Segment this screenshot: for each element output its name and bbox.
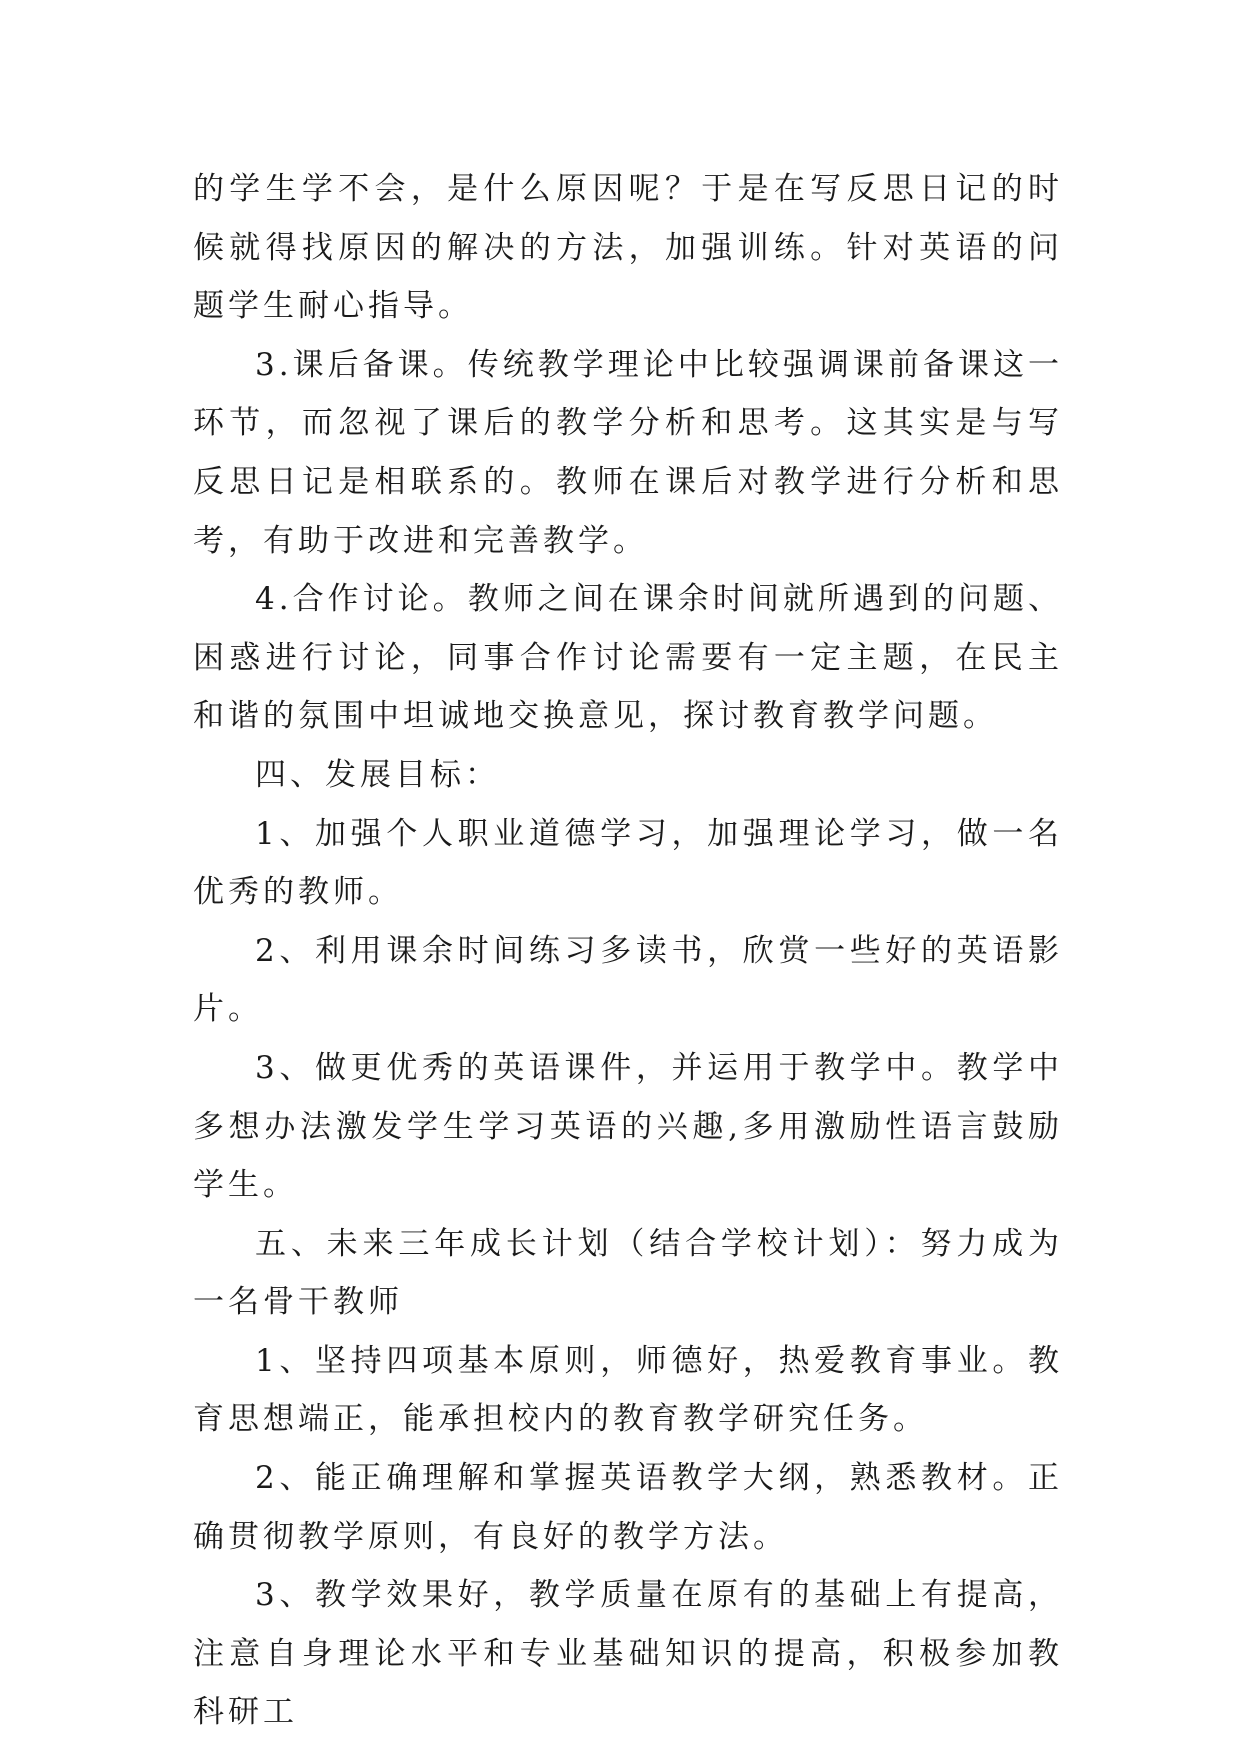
plan-item-2: 2、能正确理解和掌握英语教学大纲，熟悉教材。正确贯彻教学原则，有良好的教学方法。	[193, 1460, 1063, 1555]
plan-item-3: 3、教学效果好，教学质量在原有的基础上有提高，注意自身理论水平和专业基础知识的提高，积极参加教科研工	[193, 1577, 1063, 1731]
goal-item-3: 3、做更优秀的英语课件，并运用于教学中。教学中多想办法激发学生学习英语的兴趣,多用激励性语言鼓励学生。	[193, 1049, 1063, 1204]
section-heading-development-goals: 四、发展目标：	[255, 756, 500, 793]
goal-item-1: 1、加强个人职业道德学习，加强理论学习，做一名优秀的教师。	[193, 815, 1063, 911]
plan-item-1: 1、坚持四项基本原则，师德好，热爱教育事业。教育思想端正，能承担校内的教育教学研究任务。	[193, 1342, 1063, 1438]
paragraph-cooperative-discussion: 4.合作讨论。教师之间在课余时间就所遇到的问题、困惑进行讨论，同事合作讨论需要有一定主题，在民主和谐的氛围中坦诚地交换意见，探讨教育教学问题。	[193, 581, 1063, 735]
paragraph-after-class-prep: 3.课后备课。传统教学理论中比较强调课前备课这一环节，而忽视了课后的教学分析和思考。这其实是与写反思日记是相联系的。教师在课后对教学进行分析和思考，有助于改进和完善教学。	[193, 346, 1063, 559]
goal-item-2: 2、利用课余时间练习多读书，欣赏一些好的英语影片。	[193, 932, 1063, 1028]
paragraph-continuation: 的学生学不会，是什么原因呢？于是在写反思日记的时候就得找原因的解决的方法，加强训练。针对英语的问题学生耐心指导。	[193, 171, 1063, 325]
document-body	[193, 160, 1063, 1742]
section-heading-three-year-plan: 五、未来三年成长计划（结合学校计划）：努力成为一名骨干教师	[193, 1225, 1063, 1321]
